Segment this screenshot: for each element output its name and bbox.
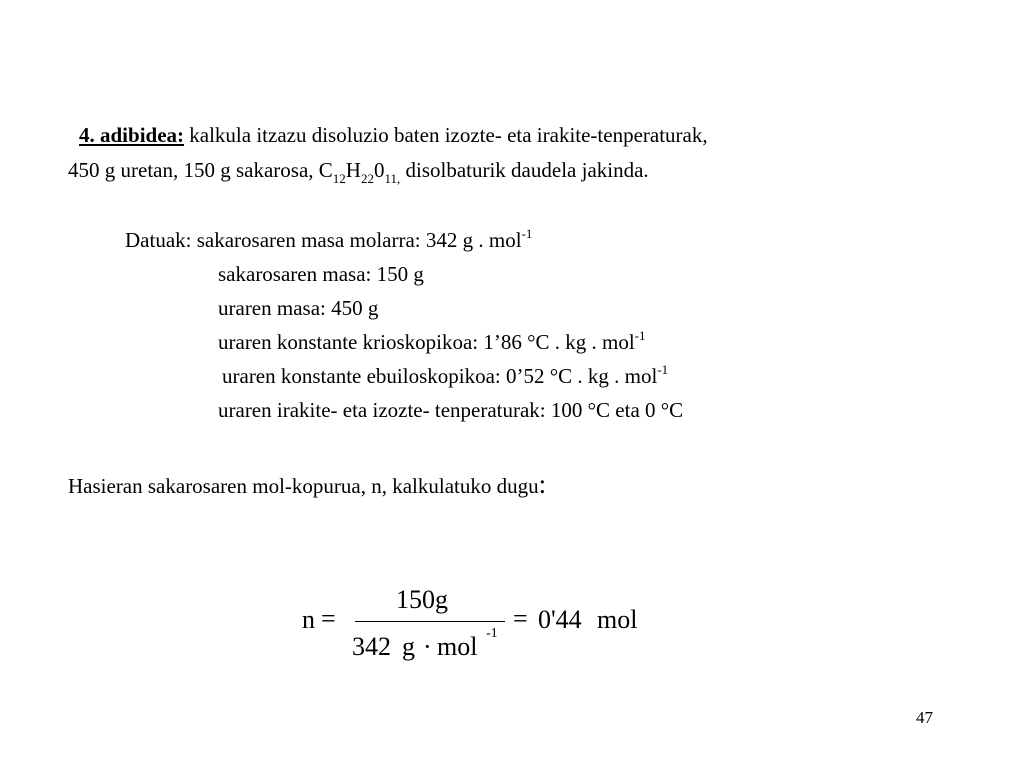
data-line-cryoscopic xyxy=(218,330,646,357)
data-text: uraren masa: 450 g xyxy=(218,296,379,320)
data-superscript: -1 xyxy=(634,328,646,343)
formula-o: 0 xyxy=(373,158,385,182)
intro-line-1 xyxy=(79,123,708,147)
data-text: uraren irakite- eta izozte- tenperaturak: 100 °C eta 0 °C xyxy=(218,398,684,422)
intro-line-2-prefix: 450 g uretan, 150 g sakarosa, C xyxy=(68,158,333,182)
example-heading: 4. adibidea: xyxy=(79,123,185,147)
formula-result-unit: mol xyxy=(597,605,638,634)
data-text: sakarosaren masa: 150 g xyxy=(218,262,424,286)
data-superscript: -1 xyxy=(657,362,669,377)
formula-equals-1: = xyxy=(321,604,336,633)
data-text: Datuak: sakarosaren masa molarra: 342 g . mol xyxy=(125,228,522,252)
intro-line-2-suffix: disolbaturik daudela jakinda. xyxy=(400,158,649,182)
formula-result: 0'44 xyxy=(538,605,582,634)
formula-denominator-dot: · xyxy=(423,632,432,661)
formula-h: H xyxy=(345,158,361,182)
formula-numerator: 150g xyxy=(396,585,448,614)
page-number: 47 xyxy=(916,708,933,727)
formula-lhs: n xyxy=(302,605,315,634)
formula-denominator-mol: mol xyxy=(437,632,478,661)
formula-subscript-c: 12 xyxy=(332,171,346,186)
data-superscript: -1 xyxy=(521,226,533,241)
data-line-ebullioscopic xyxy=(222,364,668,391)
data-line-sucrose-mass xyxy=(218,262,424,286)
statement-line xyxy=(68,469,547,499)
intro-text: kalkula itzazu disoluzio baten izozte- eta irakite-tenperaturak, xyxy=(184,123,708,147)
data-text: uraren konstante ebuiloskopikoa: 0’52 °C . kg . mol xyxy=(222,364,658,388)
fraction-bar xyxy=(355,621,505,622)
statement-text: Hasieran sakarosaren mol-kopurua, n, kalkulatuko dugu xyxy=(68,474,539,498)
data-line-temperatures xyxy=(218,398,683,422)
formula-subscript-o: 11, xyxy=(384,171,401,186)
formula-equals-2: = xyxy=(513,604,528,633)
formula-subscript-h: 22 xyxy=(360,171,374,186)
formula-denominator-g: g xyxy=(402,632,415,661)
data-text: uraren konstante krioskopikoa: 1’86 °C . kg . mol xyxy=(218,330,635,354)
formula-denominator-exponent: -1 xyxy=(486,626,498,641)
statement-colon: : xyxy=(538,469,547,499)
intro-line-2 xyxy=(68,158,649,185)
data-line-molar-mass xyxy=(125,228,532,255)
formula-denominator-number: 342 xyxy=(352,632,391,661)
data-line-water-mass xyxy=(218,296,378,320)
